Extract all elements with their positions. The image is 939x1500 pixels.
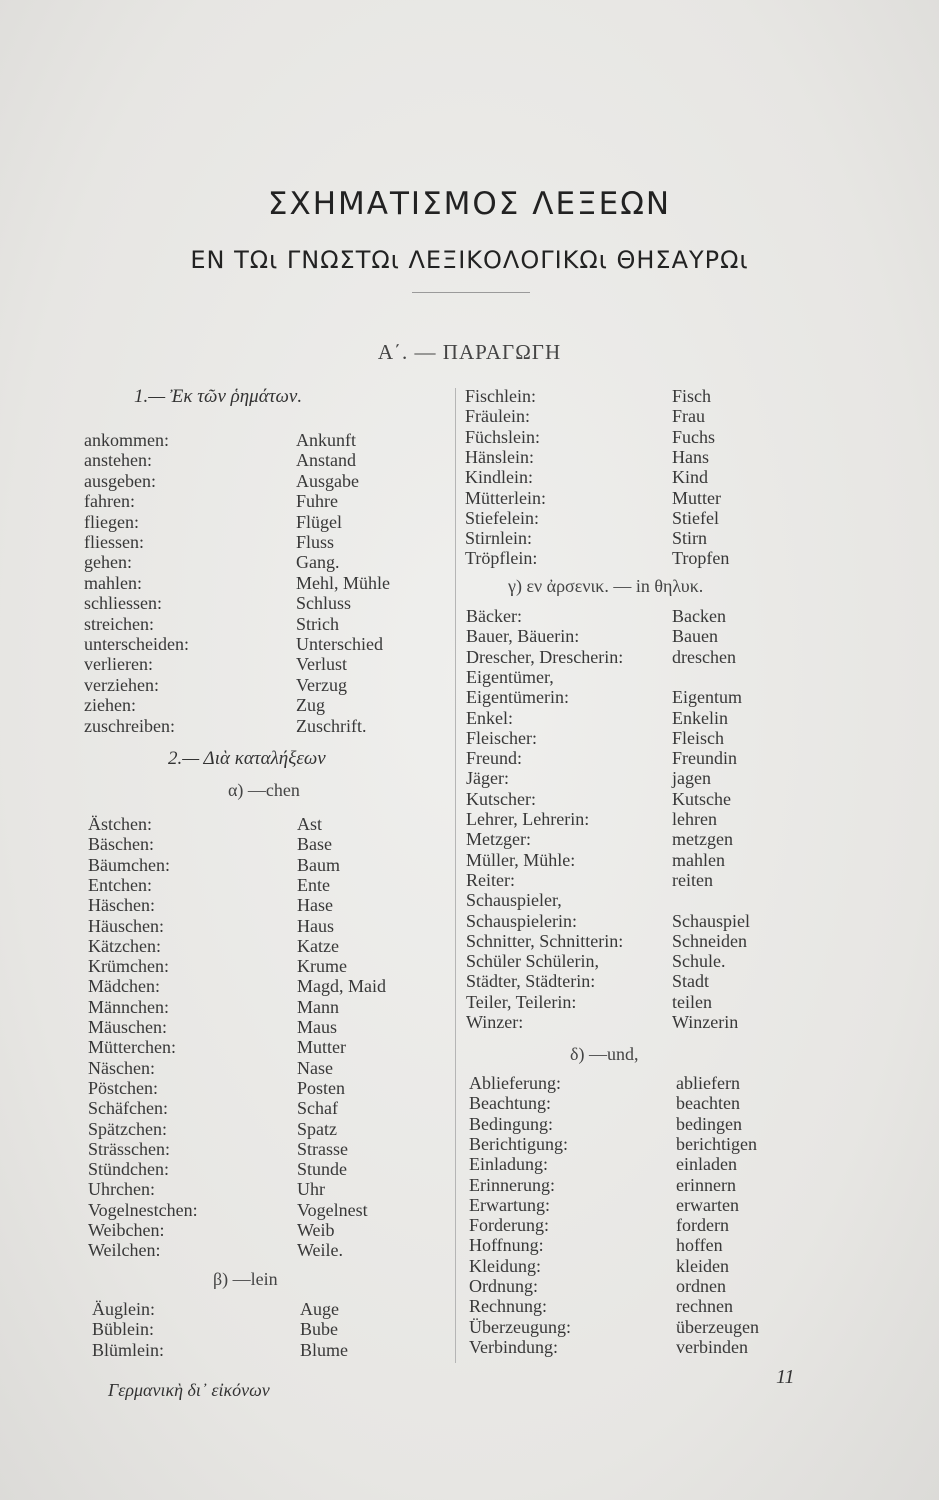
entry-word: Lehrer, Lehrerin: xyxy=(466,809,590,829)
entry-root: Haus xyxy=(297,915,334,936)
entry-word: zuschreiben: xyxy=(84,715,175,736)
entry-word: Jäger: xyxy=(466,768,509,789)
entry-word: Eigentümerin: xyxy=(466,687,569,708)
entry-word: Kleidung: xyxy=(469,1255,541,1276)
entry-root: Ankunft xyxy=(296,430,356,450)
entry-root: überzeugen xyxy=(676,1316,759,1337)
entry-row xyxy=(0,606,939,626)
entry-word: Äuglein: xyxy=(92,1299,155,1319)
entry-word: ankommen: xyxy=(84,430,169,450)
entry-word: Füchslein: xyxy=(465,426,540,447)
entry-root: Fuchs xyxy=(672,426,716,447)
entry-word: fahren: xyxy=(84,491,135,512)
entry-word: Kutscher: xyxy=(466,788,536,809)
entry-root: Schneiden xyxy=(672,930,747,951)
section1-heading: 1.— Ἐκ τῶν ῥημάτων. xyxy=(134,386,303,407)
entry-word: anstehen: xyxy=(84,450,152,471)
entry-root: Fluss xyxy=(296,532,335,552)
entry-root: Schluss xyxy=(296,593,352,614)
entry-word: Büblein: xyxy=(92,1319,154,1340)
entry-row xyxy=(0,748,939,768)
entry-row xyxy=(0,931,939,951)
entry-word: Weibchen: xyxy=(88,1220,165,1240)
entry-word: Kindlein: xyxy=(465,467,533,488)
entry-root: Zuschrift. xyxy=(296,715,367,736)
entry-word: Reiter: xyxy=(466,869,515,890)
entry-root: Magd, Maid xyxy=(297,976,386,997)
entry-row xyxy=(0,1114,939,1134)
entry-row xyxy=(0,528,939,548)
entry-word: fliegen: xyxy=(84,511,139,532)
entry-row xyxy=(0,386,939,406)
entry-root: lehren xyxy=(672,809,717,829)
entry-word: Erwartung: xyxy=(469,1194,550,1215)
gamma-heading: γ) εν ἀρσενικ. — in θηλυκ. xyxy=(508,576,704,596)
entry-root: Eigentum xyxy=(672,687,742,708)
entry-word: Beachtung: xyxy=(469,1093,551,1114)
entry-root: Stirn xyxy=(672,528,708,549)
entry-root: Posten xyxy=(297,1077,346,1098)
entry-row xyxy=(0,687,939,707)
entry-row xyxy=(0,1175,939,1195)
entry-row xyxy=(0,548,939,568)
entry-word: Schnitter, Schnitterin: xyxy=(466,930,624,951)
entry-root: Stiefel xyxy=(672,507,719,528)
entry-root: Fisch xyxy=(672,386,712,406)
entry-word: Verbindung: xyxy=(469,1336,558,1357)
entry-root: Weib xyxy=(297,1220,335,1240)
entry-row xyxy=(0,647,939,667)
entry-word: Rechnung: xyxy=(469,1296,547,1317)
entry-word: Entchen: xyxy=(88,874,152,895)
entry-word: Mäuschen: xyxy=(88,1017,167,1037)
entry-root: Unterschied xyxy=(296,634,383,654)
entry-root: teilen xyxy=(672,991,712,1012)
entry-root: Weile. xyxy=(297,1240,344,1261)
entry-row xyxy=(0,626,939,646)
entry-word: Häschen: xyxy=(88,895,155,916)
entry-word: Schauspielerin: xyxy=(466,910,577,931)
entry-word: Bäcker: xyxy=(466,606,522,626)
entry-root: metzgen xyxy=(672,829,733,850)
entry-root: Bauen xyxy=(672,626,718,647)
entry-row xyxy=(0,1093,939,1113)
entry-row xyxy=(0,789,939,809)
entry-row xyxy=(0,406,939,426)
entry-word: unterscheiden: xyxy=(84,634,189,654)
entry-root: Fuhre xyxy=(296,491,338,512)
entry-word: Häuschen: xyxy=(88,915,164,936)
entry-root: Uhr xyxy=(297,1179,325,1200)
entry-row xyxy=(0,508,939,528)
entry-root: Mutter xyxy=(297,1037,346,1058)
entry-word: Drescher, Drescherin: xyxy=(466,646,624,667)
entry-root: ordnen xyxy=(676,1276,726,1296)
entry-root: Frau xyxy=(672,406,705,427)
entry-row xyxy=(0,728,939,748)
entry-root: rechnen xyxy=(676,1296,733,1317)
entry-row xyxy=(0,1195,939,1215)
alpha-heading: α) —chen xyxy=(228,780,300,800)
entry-row xyxy=(0,829,939,849)
entry-word: Uhrchen: xyxy=(88,1179,155,1200)
entry-row xyxy=(0,1337,939,1357)
entry-word: Tröpflein: xyxy=(465,548,538,569)
entry-word: Schauspieler, xyxy=(466,890,562,911)
entry-root: Schule. xyxy=(672,951,726,972)
entry-root: Mehl, Mühle xyxy=(296,572,390,593)
entry-root: Mann xyxy=(297,996,339,1017)
entry-word: Berichtigung: xyxy=(469,1133,568,1154)
entry-row xyxy=(0,1316,939,1340)
entry-word: Männchen: xyxy=(88,996,169,1017)
entry-word: Metzger: xyxy=(466,829,531,850)
entry-word: ausgeben: xyxy=(84,470,156,491)
entry-root: Katze xyxy=(297,935,339,956)
entry-row xyxy=(0,1134,939,1154)
entry-row xyxy=(0,1073,939,1093)
entry-word: Stündchen: xyxy=(88,1159,169,1180)
entry-word: Krümchen: xyxy=(88,956,169,977)
entry-row xyxy=(0,488,939,508)
entry-root: fordern xyxy=(676,1215,729,1236)
entry-root: mahlen xyxy=(672,849,725,870)
entry-root: Stunde xyxy=(297,1159,348,1180)
entry-root: abliefern xyxy=(676,1073,740,1093)
entry-root: beachten xyxy=(676,1093,740,1114)
entry-row xyxy=(0,971,939,991)
entry-root: verbinden xyxy=(676,1336,748,1357)
entry-root: Winzerin xyxy=(672,1012,739,1032)
entry-row xyxy=(0,467,939,487)
entry-root: Tropfen xyxy=(672,548,730,569)
entry-word: Strässchen: xyxy=(88,1138,170,1159)
footer-caption: Γερμανικὴ δι᾽ εἰκόνων xyxy=(108,1380,270,1400)
entry-row xyxy=(0,1012,939,1032)
entry-word: streichen: xyxy=(84,613,154,634)
entry-word: mahlen: xyxy=(84,572,142,593)
entry-row xyxy=(0,870,939,890)
entry-word: Fräulein: xyxy=(465,406,530,427)
entry-row xyxy=(0,1037,939,1057)
entry-word: Winzer: xyxy=(466,1012,524,1032)
entry-row xyxy=(0,708,939,728)
entry-word: Bäumchen: xyxy=(88,854,170,875)
entry-root: Backen xyxy=(672,606,726,626)
chapter-heading: Α΄. — ΠΑΡΑΓΩΓΗ xyxy=(377,340,562,364)
entry-root: berichtigen xyxy=(676,1133,757,1154)
entry-word: ziehen: xyxy=(84,695,136,716)
entry-word: verziehen: xyxy=(84,674,159,695)
entry-root: Ente xyxy=(297,874,330,895)
entry-root: Maus xyxy=(297,1017,337,1037)
entry-word: Näschen: xyxy=(88,1057,155,1078)
entry-root: Strich xyxy=(296,613,339,634)
entry-root: Anstand xyxy=(296,450,356,471)
entry-word: Überzeugung: xyxy=(469,1316,571,1337)
entry-word: Einladung: xyxy=(469,1154,548,1175)
entry-root: Schauspiel xyxy=(672,910,750,931)
entry-root: Hans xyxy=(672,446,709,467)
entry-word: Mütterlein: xyxy=(465,487,546,508)
entry-root: Flügel xyxy=(296,511,343,532)
entry-root: Hase xyxy=(297,895,333,916)
entry-root: Verzug xyxy=(296,674,347,695)
entry-word: Teiler, Teilerin: xyxy=(466,991,577,1012)
entry-root: Base xyxy=(297,834,332,855)
entry-word: fliessen: xyxy=(84,532,144,552)
entry-word: Stiefelein: xyxy=(465,507,539,528)
entry-root: erinnern xyxy=(676,1174,736,1195)
entry-word: gehen: xyxy=(84,552,132,573)
entry-root: Fleisch xyxy=(672,727,724,748)
entry-row xyxy=(0,850,939,870)
entry-word: Kätzchen: xyxy=(88,935,161,956)
delta-heading: δ) —und, xyxy=(570,1044,639,1064)
entry-row xyxy=(0,427,939,447)
entry-word: Fleischer: xyxy=(466,727,537,748)
entry-word: Spätzchen: xyxy=(88,1118,167,1139)
entry-row xyxy=(0,667,939,687)
entry-row xyxy=(0,1296,939,1316)
entry-root: Strasse xyxy=(297,1138,348,1159)
entry-root: Mutter xyxy=(672,487,721,508)
entry-root: Blume xyxy=(300,1339,348,1360)
entry-word: Erinnerung: xyxy=(469,1174,555,1195)
entry-root: Vogelnest xyxy=(297,1199,368,1220)
entry-word: Eigentümer, xyxy=(466,666,554,687)
entry-root: Kutsche xyxy=(672,788,731,809)
entry-word: Schäfchen: xyxy=(88,1098,168,1119)
entry-word: Bedingung: xyxy=(469,1113,553,1134)
entry-row xyxy=(0,951,939,971)
entry-root: Gang. xyxy=(296,552,340,573)
entry-word: Forderung: xyxy=(469,1215,549,1236)
section2-heading: 2.— Διὰ καταλήξεων xyxy=(168,748,326,769)
entry-word: Pöstchen: xyxy=(88,1077,158,1098)
entry-root: Ast xyxy=(297,814,323,834)
entry-root: kleiden xyxy=(676,1255,729,1276)
entry-row xyxy=(0,890,939,910)
subtitle: ΕΝ ΤΩι ΓΝΩΣΤΩι ΛΕΞΙΚΟΛΟΓΙΚΩι ΘΗΣΑΥΡΩι xyxy=(190,246,749,274)
entry-root: Enkelin xyxy=(672,707,728,728)
entry-root: Stadt xyxy=(672,971,710,992)
entry-root: Spatz xyxy=(297,1118,337,1139)
entry-word: Ablieferung: xyxy=(469,1073,561,1093)
entry-word: schliessen: xyxy=(84,593,162,614)
entry-row xyxy=(0,1215,939,1235)
entry-row xyxy=(0,992,939,1012)
entry-row xyxy=(0,1276,939,1296)
entry-row xyxy=(0,1256,939,1276)
entry-word: Hänslein: xyxy=(465,446,534,467)
entry-row xyxy=(0,1235,939,1255)
entry-root: Kind xyxy=(672,467,708,488)
entry-word: Ordnung: xyxy=(469,1276,538,1296)
entry-word: Ästchen: xyxy=(88,814,152,834)
entry-word: Mädchen: xyxy=(88,976,160,997)
entry-word: Blümlein: xyxy=(92,1339,164,1360)
entry-root: hoffen xyxy=(676,1235,723,1256)
entry-row xyxy=(0,447,939,467)
entry-root: jagen xyxy=(672,768,711,789)
entry-root: Bube xyxy=(300,1319,338,1340)
entry-root: einladen xyxy=(676,1154,737,1175)
entry-root: reiten xyxy=(672,869,713,890)
beta-heading: β) —lein xyxy=(213,1269,278,1289)
entry-root: dreschen xyxy=(672,646,736,667)
entry-word: Stirnlein: xyxy=(465,528,532,549)
entry-row xyxy=(0,809,939,829)
entry-root: Ausgabe xyxy=(296,470,359,491)
entry-word: Schüler Schülerin, xyxy=(466,951,599,972)
entry-word: Mütterchen: xyxy=(88,1037,176,1058)
entry-word: Hoffnung: xyxy=(469,1235,544,1256)
entry-word: Müller, Mühle: xyxy=(466,849,576,870)
entry-root: Baum xyxy=(297,854,340,875)
entry-word: Bäschen: xyxy=(88,834,154,855)
entry-row xyxy=(0,1154,939,1174)
entry-root: Auge xyxy=(300,1299,339,1319)
entry-root: bedingen xyxy=(676,1113,742,1134)
page-number: 11 xyxy=(776,1366,795,1388)
entry-root: Verlust xyxy=(296,654,347,675)
entry-word: verlieren: xyxy=(84,654,153,675)
entry-word: Vogelnestchen: xyxy=(88,1199,198,1220)
entry-row xyxy=(0,768,939,788)
entry-root: Nase xyxy=(297,1057,333,1078)
title-divider xyxy=(412,292,530,293)
entry-row xyxy=(0,573,939,593)
entry-root: Krume xyxy=(297,956,347,977)
entry-word: Weilchen: xyxy=(88,1240,161,1261)
entry-root: erwarten xyxy=(676,1194,739,1215)
main-title: ΣΧΗΜΑΤΙΣΜΟΣ ΛΕΞΕΩΝ xyxy=(267,186,672,222)
entry-word: Fischlein: xyxy=(465,386,536,406)
entry-root: Schaf xyxy=(297,1098,338,1119)
entry-word: Enkel: xyxy=(466,707,513,728)
entry-row xyxy=(0,911,939,931)
entry-root: Zug xyxy=(296,695,325,716)
entry-word: Städter, Städterin: xyxy=(466,971,596,992)
entry-root: Freundin xyxy=(672,748,737,769)
entry-word: Freund: xyxy=(466,748,522,769)
entry-word: Bauer, Bäuerin: xyxy=(466,626,580,647)
